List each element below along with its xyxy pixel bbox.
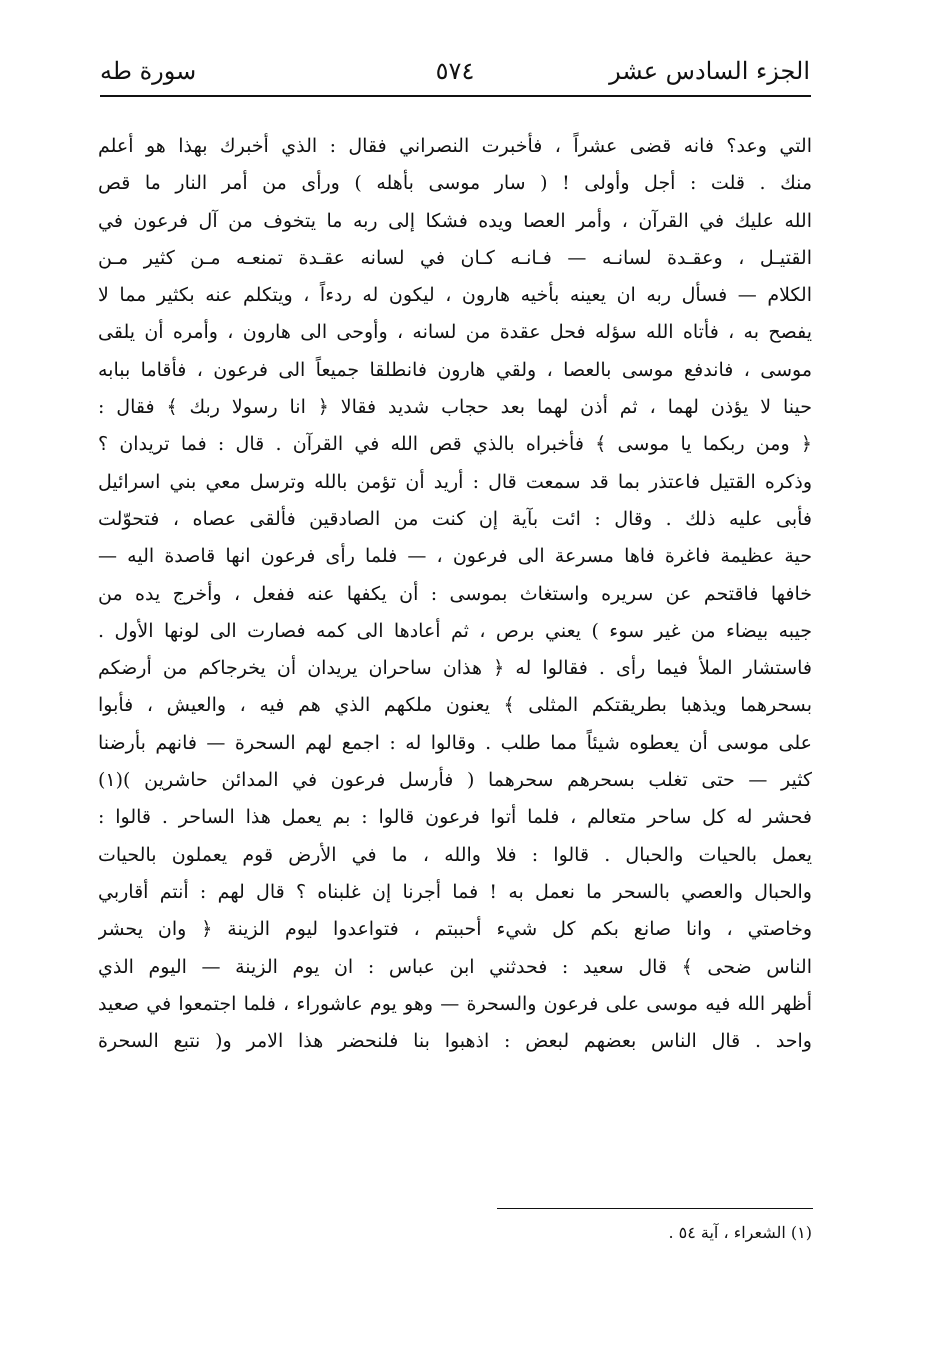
text-line: على موسى أن يعطوه شيئاً مما طلب . وقالوا له : اجمع لهم السحرة — فانهم بأرضنا	[98, 731, 812, 754]
text-line: يعمل بالحيات والحبال . قالوا : فلا والله ، ما في الأرض قوم يعملون بالحيات	[98, 843, 812, 866]
page-header	[100, 52, 810, 96]
text-line: منك . قلت : أجل وأولى ! ( سار موسى بأهله ) ورأى من أمر النار ما قص	[98, 172, 812, 195]
text-line: جيبه بيضاء من غير سوء ) يعني برص ، ثم أعادها الى كمه فصارت الى لونها الأول .	[98, 619, 812, 642]
text-line: خافها فاقتحم عن سريره واستغاث بموسى : أن يكفها عنه ففعل ، وأخرج يده من	[98, 582, 812, 605]
text-line: يفصح به ، فأتاه الله سؤله فحل عقدة من لسانه ، وأوحى الى هارون ، وأمره أن يلقى	[98, 321, 812, 344]
text-line: فأبى عليه ذلك . وقال : ائت بآية إن كنت من الصادقين فألقى عصاه ، فتحوّلت	[98, 507, 812, 530]
surah-title: سورة طه	[100, 57, 197, 85]
page-number: ٥٧٤	[435, 57, 475, 85]
text-line: كثير — حتى تغلب بسحرهم سحرهما ( فأرسل فرعون في المدائن حاشرين )(١)	[98, 769, 812, 792]
text-line: وذكره القتيل فاعتذر بما قد سمعت قال : أريد أن تؤمن بالله وترسل معي بني اسرائيل	[98, 470, 812, 493]
text-line: موسى ، فاندفع موسى بالعصا ، ولقي هارون فانطلقا جميعاً الى فرعون ، فأقاما ببابه	[98, 358, 812, 381]
text-line: حينا لا يؤذن لهما ، ثم أذن لهما بعد حجاب شديد فقالا ﴿ انا رسولا ربك ﴾ فقال :	[98, 396, 812, 419]
text-line: ﴿ ومن ربكما يا موسى ﴾ فأخبراه بالذي قص الله في القرآن . قال : فما تريدان ؟	[98, 433, 812, 456]
text-line: والحبال والعصي بالسحر ما نعمل به ! فما أجرنا إن غلبناه ؟ قال لهم : أنتم أقاربي	[98, 880, 812, 903]
header-rule	[100, 95, 811, 97]
body-text	[98, 128, 812, 1060]
part-title: الجزء السادس عشر	[609, 57, 810, 85]
footnote-rule	[497, 1208, 813, 1209]
text-line: فاستشار الملأ فيما رأى . فقالوا له ﴿ هذان ساحران يريدان أن يخرجاكم من أرضكم	[98, 657, 812, 680]
footnote: (١) الشعراء ، آية ٥٤ .	[668, 1223, 812, 1242]
text-line: بسحرهما ويذهبا بطريقتكم المثلى ﴾ يعنون ملكهم الذي هم فيه ، والعيش ، فأبوا	[98, 694, 812, 717]
text-line: واحد . قال الناس بعضهم لبعض : اذهبوا بنا فلنحضر هذا الامر و( نتبع السحرة	[98, 1030, 812, 1053]
text-line: الله عليك في القرآن ، وأمر العصا ويده فشكا إلى ربه ما يتخوف من آل فرعون في	[98, 209, 812, 232]
text-line: الكلام — فسأل ربه ان يعينه بأخيه هارون ، ليكون له ردءاً ، ويتكلم عنه بكثير مما لا	[98, 284, 812, 307]
text-line: الناس ضحى ﴾ قال سعيد : فحدثني ابن عباس : ان يوم الزينة — اليوم الذي	[98, 955, 812, 978]
text-line: فحشر له كل ساحر متعالم ، فلما أتوا فرعون قالوا : بم يعمل هذا الساحر . قالوا :	[98, 806, 812, 829]
text-line: وخاصتي ، وانا صانع بكم كل شيء أحببتم ، فتواعدوا ليوم الزينة ﴿ وان يحشر	[98, 918, 812, 941]
text-line: أظهر الله فيه موسى على فرعون والسحرة — وهو يوم عاشوراء ، فلما اجتمعوا في صعيد	[98, 992, 812, 1015]
text-line: التي وعد؟ فانه قضى عشراً ، فأخبرت النصراني فقال : الذي أخبرك بهذا هو أعلم	[98, 135, 812, 157]
text-line: حية عظيمة فاغرة فاها مسرعة الى فرعون ، — فلما رأى فرعون انها قاصدة اليه —	[98, 545, 812, 568]
text-line: القتيـل ، وعقـدة لسانـه — فـانـه كـان في لسانه عقـدة تمنعـه مـن كثير مـن	[98, 246, 812, 269]
